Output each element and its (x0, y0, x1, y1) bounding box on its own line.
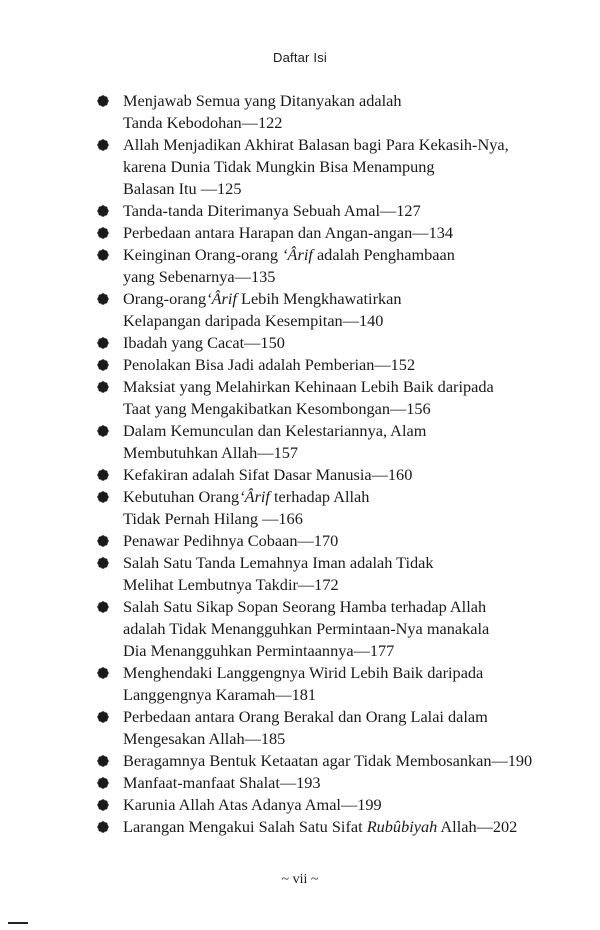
toc-entry-line (123, 332, 546, 354)
toc-entry-line (123, 354, 546, 376)
flower-bullet-icon (97, 249, 109, 261)
toc-entry-line (123, 134, 546, 156)
flower-bullet-icon (97, 799, 109, 811)
toc-entry (96, 552, 546, 596)
toc-entry (96, 332, 546, 354)
toc-entry-line (123, 816, 546, 838)
toc-text: yang Sebenarnya—135 (123, 267, 276, 286)
toc-text: Larangan Mengakui Salah Satu Sifat (123, 817, 367, 836)
flower-bullet-icon (97, 469, 109, 481)
toc-entry-line (123, 640, 546, 662)
toc-text: Keinginan Orang-orang (123, 245, 283, 264)
toc-entry (96, 662, 546, 706)
toc-text: Salah Satu Tanda Lemahnya Iman adalah Tidak (123, 553, 434, 572)
toc-text: karena Dunia Tidak Mungkin Bisa Menampung (123, 157, 435, 176)
flower-bullet-icon (97, 381, 109, 393)
toc-text: Salah Satu Sikap Sopan Seorang Hamba terhadap Allah (123, 597, 487, 616)
toc-entry-line (123, 376, 546, 398)
flower-bullet-icon (97, 667, 109, 679)
flower-bullet-icon (97, 535, 109, 547)
page-number: ~ vii ~ (281, 872, 319, 887)
toc-text: Membutuhkan Allah—157 (123, 443, 299, 462)
toc-entry-line (123, 244, 546, 266)
toc-entry-line (123, 200, 546, 222)
toc-entry (96, 464, 546, 486)
toc-text: Melihat Lembutnya Takdir—172 (123, 575, 339, 594)
toc-entry (96, 706, 546, 750)
toc-text: Beragamnya Bentuk Ketaatan agar Tidak Membosankan—190 (123, 751, 533, 770)
flower-bullet-icon (97, 139, 109, 151)
table-of-contents (96, 90, 546, 838)
toc-italic-term: Rubûbiyah (366, 817, 438, 836)
flower-bullet-icon (97, 755, 109, 767)
toc-text: Manfaat-manfaat Shalat—193 (123, 773, 321, 792)
toc-entry (96, 376, 546, 420)
toc-text: Perbedaan antara Orang Berakal dan Orang Lalai dalam (123, 707, 488, 726)
toc-entry-line (123, 772, 546, 794)
toc-entry (96, 486, 546, 530)
toc-entry-line (123, 750, 546, 772)
flower-bullet-icon (97, 95, 109, 107)
toc-entry (96, 288, 546, 332)
toc-entry-line (123, 728, 546, 750)
flower-bullet-icon (97, 227, 109, 239)
toc-entry-line (123, 398, 546, 420)
corner-rule (8, 922, 28, 924)
flower-bullet-icon (97, 711, 109, 723)
toc-text: Mengesakan Allah—185 (123, 729, 286, 748)
toc-entry-line (123, 552, 546, 574)
toc-entry-line (123, 508, 546, 530)
toc-entry-line (123, 794, 546, 816)
toc-text: Penawar Pedihnya Cobaan—170 (123, 531, 339, 550)
toc-entry (96, 750, 546, 772)
toc-entry-line (123, 464, 546, 486)
toc-text: Allah Menjadikan Akhirat Balasan bagi Para Kekasih-Nya, (123, 135, 509, 154)
toc-text: Allah—202 (437, 817, 518, 836)
toc-entry (96, 222, 546, 244)
toc-entry (96, 244, 546, 288)
toc-entry (96, 596, 546, 662)
flower-bullet-icon (97, 777, 109, 789)
toc-text: Menghendaki Langgengnya Wirid Lebih Baik daripada (123, 663, 484, 682)
toc-text: adalah Tidak Menangguhkan Permintaan-Nya manakala (123, 619, 490, 638)
toc-entry-line (123, 288, 546, 310)
toc-text: Tidak Pernah Hilang —166 (123, 509, 303, 528)
flower-bullet-icon (97, 425, 109, 437)
toc-entry-line (123, 706, 546, 728)
toc-text: Maksiat yang Melahirkan Kehinaan Lebih Baik daripada (123, 377, 494, 396)
toc-text: Kelapangan daripada Kesempitan—140 (123, 311, 384, 330)
toc-entry (96, 354, 546, 376)
toc-entry (96, 420, 546, 464)
toc-entry-line (123, 662, 546, 684)
flower-bullet-icon (97, 491, 109, 503)
flower-bullet-icon (97, 601, 109, 613)
toc-text: Menjawab Semua yang Ditanyakan adalah (123, 91, 402, 110)
flower-bullet-icon (97, 359, 109, 371)
toc-text: Orang-orang (123, 289, 207, 308)
toc-text: Tanda-tanda Diterimanya Sebuah Amal—127 (123, 201, 421, 220)
toc-entry-line (123, 310, 546, 332)
toc-entry-line (123, 420, 546, 442)
toc-entry-line (123, 266, 546, 288)
toc-entry-line (123, 442, 546, 464)
toc-text: Tanda Kebodohan—122 (123, 113, 283, 132)
toc-entry (96, 772, 546, 794)
toc-text: Kebutuhan Orang (123, 487, 240, 506)
toc-entry-line (123, 222, 546, 244)
toc-entry-line (123, 112, 546, 134)
toc-entry-line (123, 684, 546, 706)
toc-text: Dalam Kemunculan dan Kelestariannya, Alam (123, 421, 427, 440)
toc-italic-term: ‘Ârif (282, 245, 313, 264)
toc-entry (96, 90, 546, 134)
flower-bullet-icon (97, 821, 109, 833)
toc-entry-line (123, 574, 546, 596)
toc-text: terhadap Allah (269, 487, 370, 506)
toc-entry-line (123, 178, 546, 200)
toc-entry-line (123, 156, 546, 178)
toc-text: adalah Penghambaan (312, 245, 455, 264)
toc-text: Kefakiran adalah Sifat Dasar Manusia—160 (123, 465, 413, 484)
toc-entry (96, 530, 546, 552)
toc-text: Karunia Allah Atas Adanya Amal—199 (123, 795, 382, 814)
toc-entry (96, 794, 546, 816)
toc-text: Langgengnya Karamah—181 (123, 685, 317, 704)
flower-bullet-icon (97, 293, 109, 305)
toc-entry-line (123, 90, 546, 112)
toc-text: Balasan Itu —125 (123, 179, 242, 198)
toc-entry (96, 816, 546, 838)
flower-bullet-icon (97, 337, 109, 349)
toc-entry (96, 134, 546, 200)
toc-italic-term: ‘Ârif (239, 487, 270, 506)
running-header: Daftar Isi (272, 50, 327, 65)
toc-text: Perbedaan antara Harapan dan Angan-angan—134 (123, 223, 454, 242)
flower-bullet-icon (97, 557, 109, 569)
toc-italic-term: ‘Ârif (206, 289, 237, 308)
toc-entry-line (123, 530, 546, 552)
toc-entry-line (123, 596, 546, 618)
toc-text: Penolakan Bisa Jadi adalah Pemberian—152 (123, 355, 416, 374)
toc-text: Taat yang Mengakibatkan Kesombongan—156 (123, 399, 431, 418)
flower-bullet-icon (97, 205, 109, 217)
toc-text: Ibadah yang Cacat—150 (123, 333, 285, 352)
toc-entry-line (123, 618, 546, 640)
toc-entry (96, 200, 546, 222)
toc-entry-line (123, 486, 546, 508)
toc-text: Dia Menangguhkan Permintaannya—177 (123, 641, 395, 660)
toc-text: Lebih Mengkhawatirkan (236, 289, 402, 308)
